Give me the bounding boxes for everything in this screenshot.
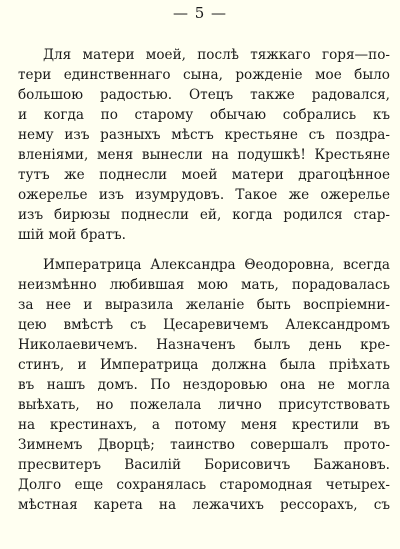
text-line: Зимнемъ Дворцѣ; таинство совершалъ прото-	[18, 437, 390, 453]
text-line: большою радостью. Отецъ также радовался,	[18, 87, 390, 103]
text-line: на крестинахъ, а потому меня крестили въ	[18, 417, 390, 433]
paragraph-1	[18, 45, 390, 245]
text-line: шій мой братъ.	[18, 227, 126, 243]
text-line: цею вмѣстѣ съ Цесаревичемъ Александромъ	[18, 317, 390, 333]
text-line: пресвитеръ Василій Борисовичъ Бажановъ.	[18, 457, 390, 473]
text-line: тери единственнаго сына, рожденіе мое было	[18, 67, 390, 83]
text-line: Долго еще сохранялась старомодная четырех-	[18, 477, 390, 493]
text-line: тутъ же поднесли моей матери драгоцѣнное	[18, 167, 390, 183]
text-line: за нее и выразила желаніе быть воспріемни-	[18, 297, 390, 313]
body-text	[18, 45, 390, 515]
text-line: Николаевичемъ. Назначенъ былъ день кре-	[18, 337, 390, 353]
text-line: Императрица Александра Θеодоровна, всегда	[43, 257, 390, 273]
text-line: ожерелье изъ изумрудовъ. Такое же ожерелье	[18, 187, 390, 203]
text-line: стинъ, и Императрица должна была пріѣхать	[18, 357, 390, 373]
paragraph-2	[18, 255, 390, 515]
text-line: въ нашъ домъ. По нездоровью она не могла	[18, 377, 390, 393]
text-line: и когда по старому обычаю собрались къ	[18, 107, 390, 123]
text-line: выѣхать, но пожелала лично присутствовать	[18, 397, 390, 413]
paragraph-gap	[18, 245, 390, 255]
text-line: мѣстная карета на лежачихъ рессорахъ, съ	[18, 497, 390, 513]
text-line: изъ бирюзы поднесли ей, когда родился стар-	[18, 207, 390, 223]
text-line: неизмѣнно любившая мою мать, порадовалась	[18, 277, 390, 293]
text-line: Для матери моей, послѣ тяжкаго горя—по-	[43, 47, 390, 63]
text-line: нему изъ разныхъ мѣстъ крестьяне съ поздра-	[18, 127, 390, 143]
page-number: — 5 —	[172, 4, 228, 22]
text-line: вленіями, меня вынесли на подушкѣ! Крестьяне	[18, 147, 390, 163]
